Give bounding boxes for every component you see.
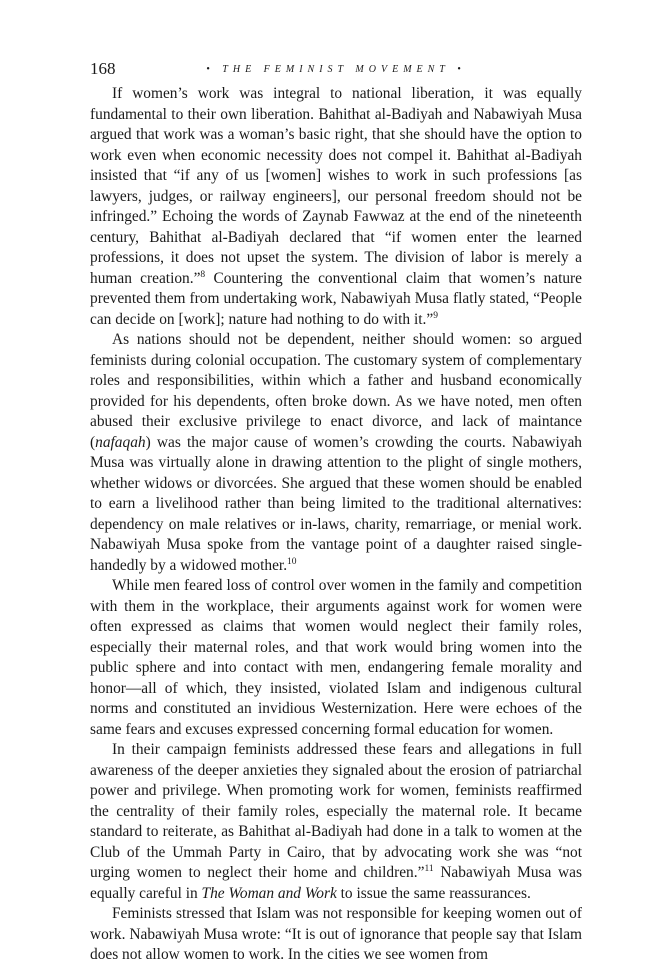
paragraph [90,576,582,740]
running-title: • THE FEMINIST MOVEMENT • [206,64,466,75]
paragraph-text: In their campaign feminists addressed these fears and allegations in full awareness of the deeper anxieties they signaled about the erosion of patriarchal power and privilege. When promoting work for women, feminists reaffirmed the centrality of their family roles, especially the maternal role. It became standard to reiterate, as Bahithat al-Badiyah had done in a talk to women at the Club of the Ummah Party in Cairo, that by advocating work she was “not urging women to neglect their home and children.” [90,741,582,881]
paragraph-text: Feminists stressed that Islam was not responsible for keeping women out of work. Nabawiyah Musa wrote: “It is out of ignorance that people say that Islam does not allow women to work. In the cities we see women from [90,905,582,963]
paragraph-text: Countering the conventional claim that women’s nature prevented them from undertaking work, Nabawiyah Musa flatly stated, “People can decide on [work]; nature had nothing to do with it.” [90,269,582,328]
paragraph [90,330,582,576]
paragraph-text: As nations should not be dependent, neither should women: so argued feminists during colonial occupation. The customary system of complementary roles and responsibilities, within which a father and husband economically provided for his dependents, often broke down. As we have noted, men often abused their exclusive privilege to enact divorce, and lack of maintance ( [90,331,582,451]
body-text [90,84,582,966]
footnote-marker: 8 [200,269,206,280]
running-head [90,58,582,80]
paragraph-text: While men feared loss of control over women in the family and competition with them in the workplace, their arguments against work for women were often expressed as claims that women would neglect their family roles, especially their maternal roles, and that work would bring women into the public sphere and into contact with men, endangering female morality and honor—all of which, they insisted, violated Islam and indigenous cultural norms and constituted an invidious Westernization. Here were echoes of the same fears and excuses expressed concerning formal education for women. [90,577,582,738]
paragraph-text: ) was the major cause of women’s crowding the courts. Nabawiyah Musa was virtually alone in drawing attention to the plight of single mothers, whether widows or divorcées. She argued that these women should be enabled to earn a livelihood rather than being limited to the traditional alternatives: dependency on male relatives or in-laws, charity, remarriage, or menial work. Nabawiyah Musa spoke from the vantage point of a daughter raised single-handedly by a widowed mother. [90,433,582,574]
paragraph-text: to issue the same reassurances. [336,884,531,902]
footnote-marker: 9 [433,310,438,321]
paragraph-text: If women’s work was integral to national liberation, it was equally fundamental to their own liberation. Bahithat al-Badiyah and Nabawiyah Musa argued that work was a woman’s basic right, that she should have the option to work even when economic necessity does not compel it. Bahithat al-Badiyah insisted that “if any of us [women] wishes to work in such professions [as lawyers, judges, or railway engineers], our personal freedom should not be infringed.” Echoing the words of Zaynab Fawwaz at the end of the nineteenth century, Bahithat al-Badiyah declared that “if women enter the learned professions, it does not upset the system. The division of labor is merely a human creation.” [90,85,582,287]
paragraph [90,740,582,904]
paragraph [90,904,582,966]
footnote-marker: 10 [287,556,297,567]
paragraph [90,84,582,330]
italic-text: The Woman and Work [201,884,337,902]
italic-text: nafaqah [95,433,146,451]
paragraph-text: Nabawiyah Musa was equally careful in [90,864,582,902]
footnote-marker: 11 [424,864,434,874]
page-number: 168 [90,59,116,78]
